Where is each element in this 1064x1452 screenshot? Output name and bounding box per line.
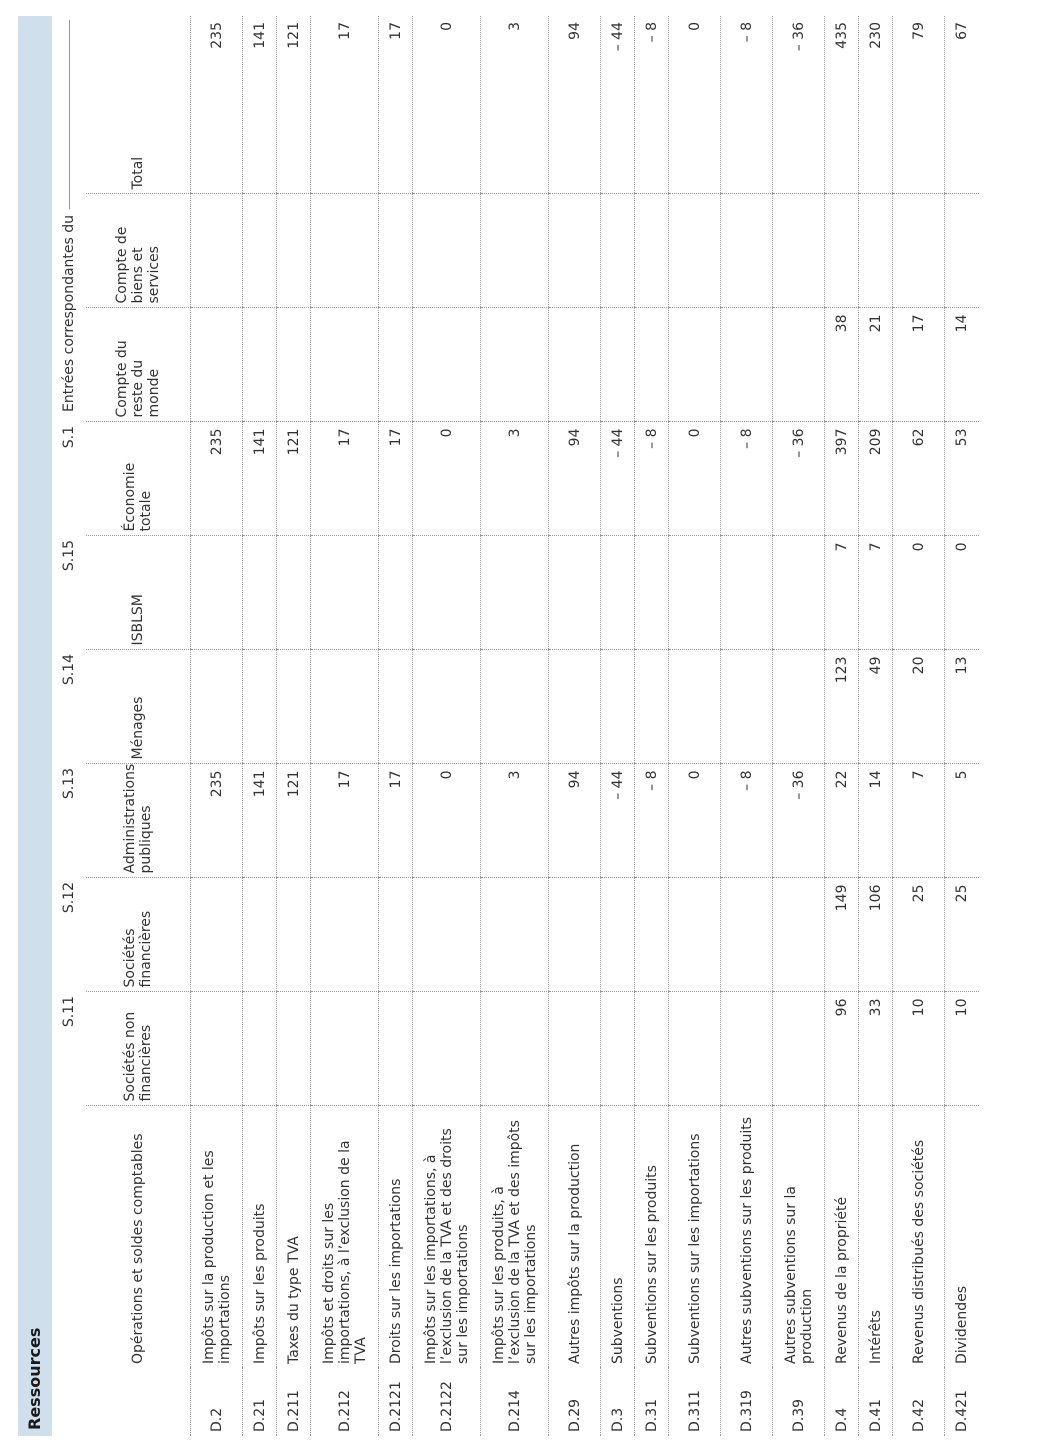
row-value xyxy=(413,536,481,650)
section-title: Ressources xyxy=(25,1327,44,1430)
row-value: – 8 xyxy=(721,764,773,878)
row-value xyxy=(481,650,549,764)
row-value xyxy=(669,536,721,650)
section-header-band xyxy=(18,16,52,1436)
row-value xyxy=(413,194,481,308)
row-value: – 8 xyxy=(635,422,669,536)
row-value xyxy=(773,194,825,308)
row-value: 25 xyxy=(945,878,979,992)
row-value xyxy=(413,992,481,1106)
row-code: D.31 xyxy=(635,1368,669,1436)
row-value: 3 xyxy=(481,16,549,194)
row-value: 0 xyxy=(669,16,721,194)
row-label: Revenus distribués des sociétés xyxy=(893,1106,945,1368)
row-value xyxy=(243,650,277,764)
table-body xyxy=(191,16,979,1436)
row-value xyxy=(311,992,379,1106)
row-value: – 8 xyxy=(635,16,669,194)
row-value xyxy=(413,878,481,992)
sector-code-row xyxy=(52,16,86,1436)
row-label: Subventions xyxy=(601,1106,635,1368)
row-value xyxy=(601,992,635,1106)
row-value: 106 xyxy=(859,878,893,992)
row-value: 49 xyxy=(859,650,893,764)
table-row xyxy=(413,16,481,1436)
row-label: Taxes du type TVA xyxy=(277,1106,311,1368)
entries-title-text: Entrées correspondantes du xyxy=(61,209,77,418)
row-value xyxy=(379,194,413,308)
row-value xyxy=(243,992,277,1106)
row-value xyxy=(721,536,773,650)
row-value: 14 xyxy=(945,308,979,422)
row-value xyxy=(379,992,413,1106)
label-header-blank xyxy=(52,1106,86,1368)
row-value: 0 xyxy=(893,536,945,650)
row-value xyxy=(481,992,549,1106)
row-value: – 44 xyxy=(601,16,635,194)
row-value xyxy=(721,878,773,992)
col-header-s15: ISBLSM xyxy=(86,536,191,650)
row-value xyxy=(601,194,635,308)
row-value xyxy=(191,992,243,1106)
row-value: 121 xyxy=(277,422,311,536)
row-value: 0 xyxy=(669,422,721,536)
row-code: D.29 xyxy=(549,1368,601,1436)
row-value xyxy=(601,308,635,422)
row-value: 0 xyxy=(945,536,979,650)
row-value xyxy=(549,878,601,992)
row-value xyxy=(549,650,601,764)
row-code: D.2121 xyxy=(379,1368,413,1436)
row-label: Revenus de la propriété xyxy=(825,1106,859,1368)
row-value xyxy=(311,878,379,992)
row-code: D.3 xyxy=(601,1368,635,1436)
row-value: – 44 xyxy=(601,764,635,878)
row-value: 141 xyxy=(243,422,277,536)
row-value xyxy=(311,194,379,308)
col-header-s11: Sociétés non financières xyxy=(86,992,191,1106)
row-code: D.42 xyxy=(893,1368,945,1436)
table-row xyxy=(635,16,669,1436)
row-code: D.311 xyxy=(669,1368,721,1436)
row-value: 435 xyxy=(825,16,859,194)
row-value xyxy=(191,878,243,992)
row-value: 0 xyxy=(413,16,481,194)
row-value: 235 xyxy=(191,422,243,536)
row-label: Impôts sur les importations, à l’exclusion de la TVA et des droits sur les importations xyxy=(413,1106,481,1368)
row-value: – 36 xyxy=(773,16,825,194)
row-value: 0 xyxy=(413,422,481,536)
row-value xyxy=(773,650,825,764)
table-row xyxy=(825,16,859,1436)
row-value: 235 xyxy=(191,16,243,194)
row-code: D.421 xyxy=(945,1368,979,1436)
row-value xyxy=(669,650,721,764)
row-value: 121 xyxy=(277,764,311,878)
row-label: Autres subventions sur la production xyxy=(773,1106,825,1368)
row-value xyxy=(825,194,859,308)
row-value xyxy=(311,650,379,764)
row-value: – 36 xyxy=(773,764,825,878)
row-value xyxy=(669,878,721,992)
row-value: 96 xyxy=(825,992,859,1106)
row-value: 123 xyxy=(825,650,859,764)
row-value xyxy=(277,878,311,992)
table-row xyxy=(481,16,549,1436)
row-value: 17 xyxy=(379,422,413,536)
row-code: D.214 xyxy=(481,1368,549,1436)
table-row xyxy=(945,16,979,1436)
row-value: – 8 xyxy=(721,16,773,194)
table-row xyxy=(601,16,635,1436)
row-code: D.2 xyxy=(191,1368,243,1436)
row-value xyxy=(277,194,311,308)
row-label: Autres subventions sur les produits xyxy=(721,1106,773,1368)
row-value xyxy=(481,878,549,992)
row-value xyxy=(379,308,413,422)
row-value: 0 xyxy=(669,764,721,878)
table-row xyxy=(549,16,601,1436)
row-value xyxy=(945,194,979,308)
row-value xyxy=(635,992,669,1106)
row-value xyxy=(721,992,773,1106)
row-value: 17 xyxy=(379,16,413,194)
row-value: 17 xyxy=(311,16,379,194)
table-row xyxy=(277,16,311,1436)
row-value xyxy=(413,650,481,764)
row-value xyxy=(635,650,669,764)
row-value xyxy=(635,308,669,422)
row-code: D.212 xyxy=(311,1368,379,1436)
row-value xyxy=(549,536,601,650)
row-value: 7 xyxy=(859,536,893,650)
row-value: 3 xyxy=(481,422,549,536)
row-value: 33 xyxy=(859,992,893,1106)
row-value xyxy=(721,650,773,764)
row-label: Autres impôts sur la production xyxy=(549,1106,601,1368)
row-value xyxy=(311,308,379,422)
sector-code-s12: S.12 xyxy=(61,882,77,914)
row-label: Droits sur les importations xyxy=(379,1106,413,1368)
row-value: 21 xyxy=(859,308,893,422)
col-header-s12: Sociétés financières xyxy=(86,878,191,992)
row-value xyxy=(379,536,413,650)
row-value xyxy=(773,536,825,650)
table-row xyxy=(379,16,413,1436)
row-code: D.319 xyxy=(721,1368,773,1436)
row-value xyxy=(379,650,413,764)
row-value: 17 xyxy=(311,764,379,878)
row-value: 10 xyxy=(945,992,979,1106)
row-value xyxy=(277,650,311,764)
row-value xyxy=(669,194,721,308)
row-label: Subventions sur les produits xyxy=(635,1106,669,1368)
row-value xyxy=(413,308,481,422)
row-value: 14 xyxy=(859,764,893,878)
row-value xyxy=(243,878,277,992)
table-row xyxy=(773,16,825,1436)
row-value: – 8 xyxy=(721,422,773,536)
row-value xyxy=(601,536,635,650)
row-value xyxy=(311,536,379,650)
row-value: 53 xyxy=(945,422,979,536)
row-value xyxy=(191,194,243,308)
row-value: – 36 xyxy=(773,422,825,536)
accounts-table xyxy=(52,16,979,1436)
row-code: D.2122 xyxy=(413,1368,481,1436)
col-header-total: Total xyxy=(86,16,191,194)
row-value: 149 xyxy=(825,878,859,992)
row-value: 17 xyxy=(311,422,379,536)
row-value xyxy=(721,194,773,308)
row-value: 94 xyxy=(549,16,601,194)
row-value: 3 xyxy=(481,764,549,878)
row-value xyxy=(893,194,945,308)
row-value xyxy=(549,992,601,1106)
sector-code-s15: S.15 xyxy=(61,540,77,572)
sector-code-s13: S.13 xyxy=(61,768,77,800)
table-row xyxy=(311,16,379,1436)
col-header-s1: Économie totale xyxy=(86,422,191,536)
row-value xyxy=(243,536,277,650)
row-value: 62 xyxy=(893,422,945,536)
col-header-s14: Ménages xyxy=(86,650,191,764)
row-value xyxy=(549,194,601,308)
row-value: 141 xyxy=(243,16,277,194)
row-code: D.21 xyxy=(243,1368,277,1436)
row-value: 7 xyxy=(893,764,945,878)
row-value: 235 xyxy=(191,764,243,878)
row-value: 10 xyxy=(893,992,945,1106)
row-value: 5 xyxy=(945,764,979,878)
row-value: – 8 xyxy=(635,764,669,878)
sector-code-s1: S.1 xyxy=(61,426,77,449)
row-value xyxy=(379,878,413,992)
row-value xyxy=(601,650,635,764)
row-code: D.39 xyxy=(773,1368,825,1436)
row-value xyxy=(191,650,243,764)
code-col-header xyxy=(86,1368,191,1436)
row-value xyxy=(191,308,243,422)
row-label: Impôts sur les produits xyxy=(243,1106,277,1368)
row-value xyxy=(243,194,277,308)
row-value xyxy=(669,308,721,422)
row-value xyxy=(635,536,669,650)
row-value xyxy=(243,308,277,422)
row-code: D.41 xyxy=(859,1368,893,1436)
entries-title xyxy=(52,16,86,422)
col-header-goods-services: Compte de biens et services xyxy=(86,194,191,308)
row-value xyxy=(601,878,635,992)
row-value: 121 xyxy=(277,16,311,194)
sector-code-s11: S.11 xyxy=(61,996,77,1028)
row-value xyxy=(773,878,825,992)
row-value xyxy=(721,308,773,422)
column-label-row xyxy=(86,16,191,1436)
row-value xyxy=(773,992,825,1106)
row-value: – 44 xyxy=(601,422,635,536)
code-header-blank xyxy=(52,1368,86,1436)
row-value: 38 xyxy=(825,308,859,422)
col-header-s13: Administrations publiques xyxy=(86,764,191,878)
row-value xyxy=(277,992,311,1106)
row-value xyxy=(635,194,669,308)
row-value: 13 xyxy=(945,650,979,764)
row-value: 230 xyxy=(859,16,893,194)
row-value: 94 xyxy=(549,764,601,878)
row-value xyxy=(859,194,893,308)
row-label: Dividendes xyxy=(945,1106,979,1368)
row-label: Intérêts xyxy=(859,1106,893,1368)
row-code: D.211 xyxy=(277,1368,311,1436)
row-value: 397 xyxy=(825,422,859,536)
table-row xyxy=(893,16,945,1436)
table-row xyxy=(859,16,893,1436)
row-value xyxy=(481,308,549,422)
row-label: Impôts sur la production et les importations xyxy=(191,1106,243,1368)
table-row xyxy=(191,16,243,1436)
row-value xyxy=(191,536,243,650)
row-code: D.4 xyxy=(825,1368,859,1436)
row-value xyxy=(277,308,311,422)
row-value: 67 xyxy=(945,16,979,194)
table-row xyxy=(669,16,721,1436)
row-value: 17 xyxy=(379,764,413,878)
operations-col-header: Opérations et soldes comptables xyxy=(130,1133,146,1364)
row-value xyxy=(549,308,601,422)
row-value: 17 xyxy=(893,308,945,422)
row-value: 20 xyxy=(893,650,945,764)
row-value: 79 xyxy=(893,16,945,194)
row-value xyxy=(277,536,311,650)
row-value: 209 xyxy=(859,422,893,536)
row-value: 7 xyxy=(825,536,859,650)
row-value xyxy=(635,878,669,992)
row-label: Impôts sur les produits, à l’exclusion de la TVA et des impôts sur les importations xyxy=(481,1106,549,1368)
row-value xyxy=(669,992,721,1106)
table-row xyxy=(721,16,773,1436)
sector-code-s14: S.14 xyxy=(61,654,77,686)
row-value: 22 xyxy=(825,764,859,878)
row-value xyxy=(481,194,549,308)
row-value xyxy=(481,536,549,650)
col-header-rest-of-world: Compte du reste du monde xyxy=(86,308,191,422)
row-value: 25 xyxy=(893,878,945,992)
table-row xyxy=(243,16,277,1436)
row-value: 141 xyxy=(243,764,277,878)
row-value: 0 xyxy=(413,764,481,878)
row-value xyxy=(773,308,825,422)
row-label: Impôts et droits sur les importations, à l’exclusion de la TVA xyxy=(311,1106,379,1368)
row-label: Subventions sur les importations xyxy=(669,1106,721,1368)
row-value: 94 xyxy=(549,422,601,536)
